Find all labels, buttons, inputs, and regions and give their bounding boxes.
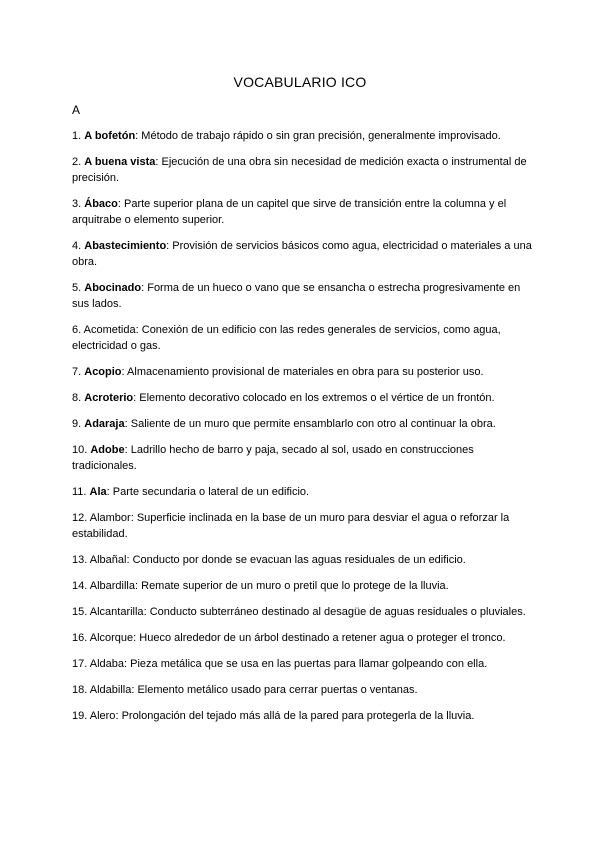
vocabulary-entry: 7. Acopio: Almacenamiento provisional de materiales en obra para su posterior uso. (72, 366, 484, 378)
entry-number: 13. (72, 554, 88, 566)
vocabulary-entry: 4. Abastecimiento: Provisión de servicios básicos como agua, electricidad o materiales a una obra. (72, 240, 532, 268)
vocabulary-entry: 8. Acroterio: Elemento decorativo colocado en los extremos o el vértice de un frontón. (72, 392, 495, 404)
entry-definition: Ejecución de una obra sin necesidad de medición exacta o instrumental de precisión. (72, 156, 527, 184)
entry-definition: Prolongación del tejado más allá de la pared para protegerla de la lluvia. (121, 710, 475, 722)
vocabulary-entry: 1. A bofetón: Método de trabajo rápido o sin gran precisión, generalmente improvisado. (72, 130, 501, 142)
entry-definition: Conducto subterráneo destinado al desagüe de aguas residuales o pluviales. (149, 606, 526, 618)
entry-definition: Parte secundaria o lateral de un edificio. (112, 486, 310, 498)
entry-definition: Superficie inclinada en la base de un muro para desviar el agua o reforzar la estabilidad. (72, 512, 510, 540)
entry-number: 12. (72, 512, 88, 524)
entry-number: 9. (72, 418, 82, 430)
entry-term: Adaraja (84, 418, 125, 430)
vocabulary-entry: 2. A buena vista: Ejecución de una obra sin necesidad de medición exacta o instrumental de precisión. (72, 156, 527, 184)
vocabulary-entry: 3. Ábaco: Parte superior plana de un capitel que sirve de transición entre la columna y el arquitrabe o elemento superior. (72, 198, 507, 226)
entry-term: A buena vista (84, 156, 156, 168)
entry-number: 14. (72, 580, 88, 592)
entry-number: 3. (72, 198, 82, 210)
vocabulary-entry: 13. Albañal: Conducto por donde se evacuan las aguas residuales de un edificio. (72, 554, 466, 566)
vocabulary-entry: 15. Alcantarilla: Conducto subterráneo destinado al desagüe de aguas residuales o pluviales. (72, 606, 526, 618)
entry-number: 4. (72, 240, 82, 252)
entry-number: 15. (72, 606, 88, 618)
entry-definition: Elemento metálico usado para cerrar puertas o ventanas. (137, 684, 418, 696)
entry-term: Acroterio (84, 392, 134, 404)
entry-definition: Hueco alrededor de un árbol destinado a retener agua o proteger el tronco. (139, 632, 506, 644)
entry-number: 16. (72, 632, 88, 644)
vocabulary-entry: 17. Aldaba: Pieza metálica que se usa en las puertas para llamar golpeando con ella. (72, 658, 488, 670)
entry-term: Acopio (84, 366, 122, 378)
entry-number: 17. (72, 658, 88, 670)
entry-term: Alcorque (89, 632, 134, 644)
entry-number: 19. (72, 710, 88, 722)
entry-term: Alero (89, 710, 116, 722)
entry-number: 18. (72, 684, 88, 696)
entry-definition: Saliente de un muro que permite ensamblarlo con otro al continuar la obra. (130, 418, 496, 430)
entry-number: 6. (72, 324, 82, 336)
entry-term: Aldabilla (89, 684, 132, 696)
vocabulary-entry: 16. Alcorque: Hueco alrededor de un árbol destinado a retener agua o proteger el tronco. (72, 632, 506, 644)
vocabulary-entry: 11. Ala: Parte secundaria o lateral de un edificio. (72, 486, 310, 498)
entry-number: 1. (72, 130, 82, 142)
entry-definition: Parte superior plana de un capitel que sirve de transición entre la columna y el arquitrabe o elemento superior. (72, 198, 507, 226)
entry-term: A bofetón (84, 130, 136, 142)
entry-number: 2. (72, 156, 82, 168)
entry-definition: Almacenamiento provisional de materiales en obra para su posterior uso. (127, 366, 484, 378)
entry-definition: Conexión de un edificio con las redes generales de servicios, como agua, electricidad o gas. (72, 324, 501, 352)
entry-number: 8. (72, 392, 82, 404)
entry-number: 11. (72, 486, 87, 498)
entry-term: Abastecimiento (84, 240, 167, 252)
entry-definition: Pieza metálica que se usa en las puertas para llamar golpeando con ella. (130, 658, 488, 670)
vocabulary-entry: 9. Adaraja: Saliente de un muro que permite ensamblarlo con otro al continuar la obra. (72, 418, 496, 430)
vocabulary-entry: 10. Adobe: Ladrillo hecho de barro y paja, secado al sol, usado en construcciones tradicionales. (72, 444, 474, 472)
entry-definition: Conducto por donde se evacuan las aguas residuales de un edificio. (132, 554, 466, 566)
entry-term: Ala (89, 486, 107, 498)
entry-term: Aldaba (89, 658, 125, 670)
entry-term: Adobe (90, 444, 125, 456)
entry-term: Alambor (89, 512, 131, 524)
vocabulary-entry: 12. Alambor: Superficie inclinada en la base de un muro para desviar el agua o reforzar la estabilidad. (72, 512, 510, 540)
vocabulary-entry: 14. Albardilla: Remate superior de un muro o pretil que lo protege de la lluvia. (72, 580, 449, 592)
entry-term: Ábaco (84, 198, 118, 210)
document-title: VOCABULARIO ICO (233, 74, 367, 90)
vocabulary-entry: 6. Acometida: Conexión de un edificio con las redes generales de servicios, como agua, electricidad o gas. (72, 324, 501, 352)
entry-term: Abocinado (84, 282, 142, 294)
entry-number: 7. (72, 366, 82, 378)
vocabulary-entry: 18. Aldabilla: Elemento metálico usado para cerrar puertas o ventanas. (72, 684, 418, 696)
entry-definition: Ladrillo hecho de barro y paja, secado al sol, usado en construcciones tradicionales. (72, 444, 474, 472)
entry-number: 10. (72, 444, 88, 456)
entry-definition: Remate superior de un muro o pretil que lo protege de la lluvia. (141, 580, 449, 592)
entry-term: Albañal (89, 554, 127, 566)
vocabulary-entry: 19. Alero: Prolongación del tejado más allá de la pared para protegerla de la lluvia. (72, 710, 475, 722)
entry-term: Albardilla (89, 580, 135, 592)
entry-definition: Método de trabajo rápido o sin gran precisión, generalmente improvisado. (141, 130, 501, 142)
section-letter-heading: A (72, 103, 81, 117)
entry-definition: Elemento decorativo colocado en los extremos o el vértice de un frontón. (139, 392, 495, 404)
entry-definition: Provisión de servicios básicos como agua, electricidad o materiales a una obra. (72, 240, 532, 268)
entry-number: 5. (72, 282, 82, 294)
entry-term: Acometida (83, 324, 136, 336)
entry-definition: Forma de un hueco o vano que se ensancha o estrecha progresivamente en sus lados. (72, 282, 521, 310)
entry-term: Alcantarilla (89, 606, 144, 618)
vocabulary-entry: 5. Abocinado: Forma de un hueco o vano que se ensancha o estrecha progresivamente en sus lados. (72, 282, 521, 310)
vocabulary-list (72, 128, 534, 734)
